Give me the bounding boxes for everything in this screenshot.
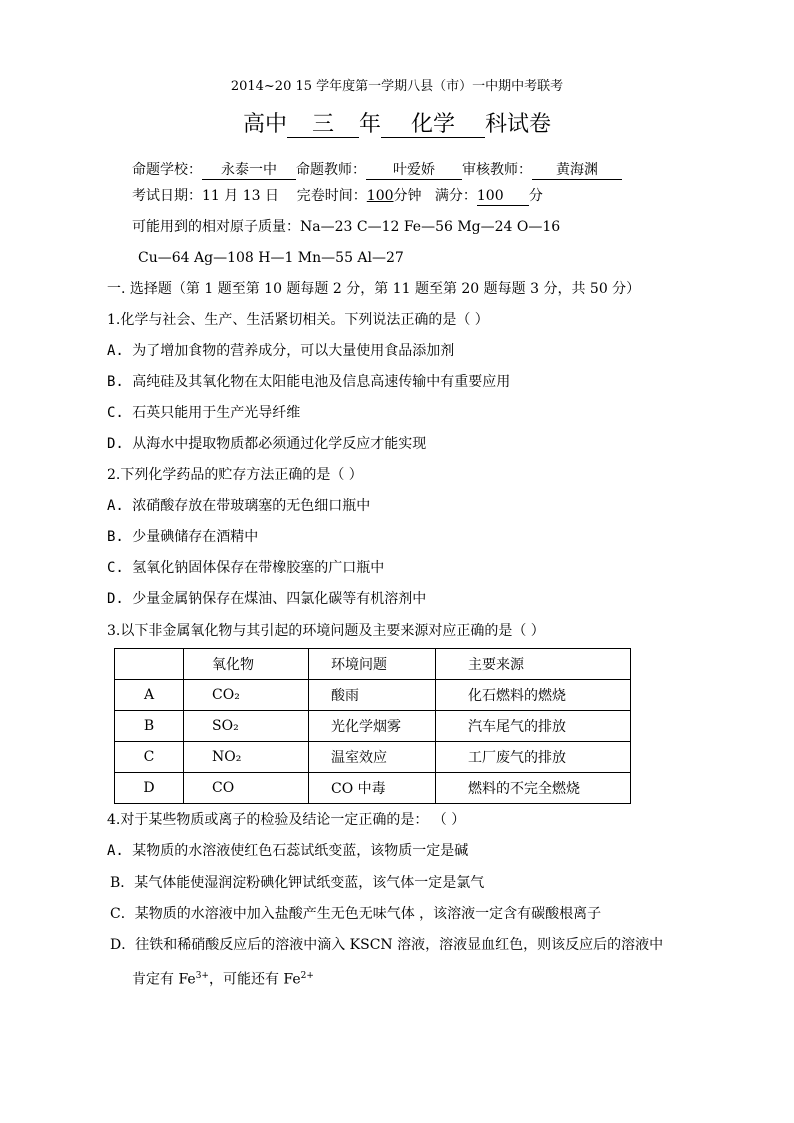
- info-line-2: [132, 186, 543, 206]
- table-cell: 燃料的不完全燃烧: [436, 773, 631, 804]
- table-cell: NO₂: [184, 742, 309, 773]
- question-2-option-d: D. 少量金属钠保存在煤油、四氯化碳等有机溶剂中: [107, 591, 427, 607]
- section-heading: 一. 选择题（第 1 题至第 10 题每题 2 分，第 11 题至第 20 题每题 3 分，共 50 分）: [107, 281, 641, 297]
- teacher-label: 命题教师：: [296, 162, 366, 178]
- duration-unit: 分钟: [393, 188, 422, 204]
- question-4-option-c: C．某物质的水溶液中加入盐酸产生无色无味气体 ，该溶液一定含有碳酸根离子: [110, 906, 602, 922]
- oxide-table: [114, 648, 631, 804]
- table-cell: 温室效应: [309, 742, 436, 773]
- table-cell: CO₂: [184, 680, 309, 711]
- question-1-option-d: D. 从海水中提取物质都必须通过化学反应才能实现: [107, 436, 427, 452]
- school-value: 永泰一中: [202, 161, 296, 180]
- table-row: [115, 711, 631, 742]
- duration-value: 100: [366, 188, 394, 204]
- option-d-text-b: ，可能还有 Fe: [208, 971, 301, 988]
- question-2-option-c: C. 氢氧化钠固体保存在带橡胶塞的广口瓶中: [107, 560, 385, 576]
- score-unit: 分: [528, 188, 543, 204]
- reviewer-value: 黄海渊: [532, 161, 622, 180]
- atomic-mass-line-1: 可能用到的相对原子质量：Na—23 C—12 Fe—56 Mg—24 O—16: [132, 219, 561, 235]
- teacher-value: 叶爱娇: [366, 161, 462, 180]
- page-title: [0, 110, 794, 140]
- table-cell: SO₂: [184, 711, 309, 742]
- table-row: [115, 742, 631, 773]
- question-4-stem: 4.对于某些物质或离子的检验及结论一定正确的是： （ ）: [107, 812, 466, 828]
- reviewer-label: 审核教师：: [462, 162, 532, 178]
- question-4-option-d-line-2: [132, 966, 314, 990]
- table-cell: C: [115, 742, 184, 773]
- date-value: 11 月 13 日: [202, 188, 279, 204]
- question-1-option-b: B. 高纯硅及其氧化物在太阳能电池及信息高速传输中有重要应用: [107, 374, 511, 390]
- question-3-stem: 3.以下非金属氧化物与其引起的环境问题及主要来源对应正确的是（ ）: [107, 623, 545, 639]
- atomic-mass-line-2: Cu—64 Ag—108 H—1 Mn—55 Al—27: [138, 250, 404, 266]
- question-1-option-c: C. 石英只能用于生产光导纤维: [107, 405, 301, 421]
- table-header-cell: 环境问题: [309, 649, 436, 680]
- table-row: [115, 773, 631, 804]
- question-2-stem: 2.下列化学药品的贮存方法正确的是（ ）: [107, 467, 363, 483]
- question-1-option-a: A. 为了增加食物的营养成分，可以大量使用食品添加剂: [107, 343, 455, 359]
- table-cell: A: [115, 680, 184, 711]
- title-grade: 三: [287, 113, 359, 138]
- title-prefix: 高中: [242, 112, 287, 137]
- question-4-option-b: B．某气体能使湿润淀粉碘化钾试纸变蓝，该气体一定是氯气: [110, 875, 485, 891]
- table-cell: 化石燃料的燃烧: [436, 680, 631, 711]
- fe3-charge: 3+: [195, 971, 209, 981]
- title-mid: 年: [358, 112, 381, 137]
- exam-name: 2014~20 15 学年度第一学期八县（市）一中期中考联考: [230, 79, 564, 94]
- table-cell: 光化学烟雾: [309, 711, 436, 742]
- table-header-cell: 氧化物: [184, 649, 309, 680]
- table-header-cell: [115, 649, 184, 680]
- info-line-1: [132, 160, 622, 180]
- question-4-option-d-line-1: D．往铁和稀硝酸反应后的溶液中滴入 KSCN 溶液，溶液显血红色，则该反应后的溶液中: [110, 937, 664, 953]
- table-cell: 汽车尾气的排放: [436, 711, 631, 742]
- option-d-text-a: 肯定有 Fe: [132, 971, 196, 988]
- table-row: [115, 680, 631, 711]
- score-value: 100: [477, 187, 529, 206]
- table-cell: CO: [184, 773, 309, 804]
- question-2-option-a: A. 浓硝酸存放在带玻璃塞的无色细口瓶中: [107, 498, 371, 514]
- table-cell: 酸雨: [309, 680, 436, 711]
- date-label: 考试日期：: [132, 188, 202, 204]
- title-subject: 化学: [381, 113, 485, 138]
- table-cell: CO 中毒: [309, 773, 436, 804]
- school-label: 命题学校：: [132, 162, 202, 178]
- score-label: 满分：: [434, 188, 477, 204]
- duration-label: 完卷时间：: [296, 188, 367, 204]
- question-2-option-b: B. 少量碘储存在酒精中: [107, 529, 259, 545]
- table-cell: B: [115, 711, 184, 742]
- table-cell: 工厂废气的排放: [436, 742, 631, 773]
- title-suffix: 科试卷: [485, 112, 552, 137]
- question-1-stem: 1.化学与社会、生产、生活紧切相关。下列说法正确的是（ ）: [107, 312, 489, 328]
- table-header-cell: 主要来源: [436, 649, 631, 680]
- fe2-charge: 2+: [300, 971, 314, 981]
- table-cell: D: [115, 773, 184, 804]
- table-header-row: [115, 649, 631, 680]
- question-4-option-a: A. 某物质的水溶液使红色石蕊试纸变蓝，该物质一定是碱: [107, 843, 469, 859]
